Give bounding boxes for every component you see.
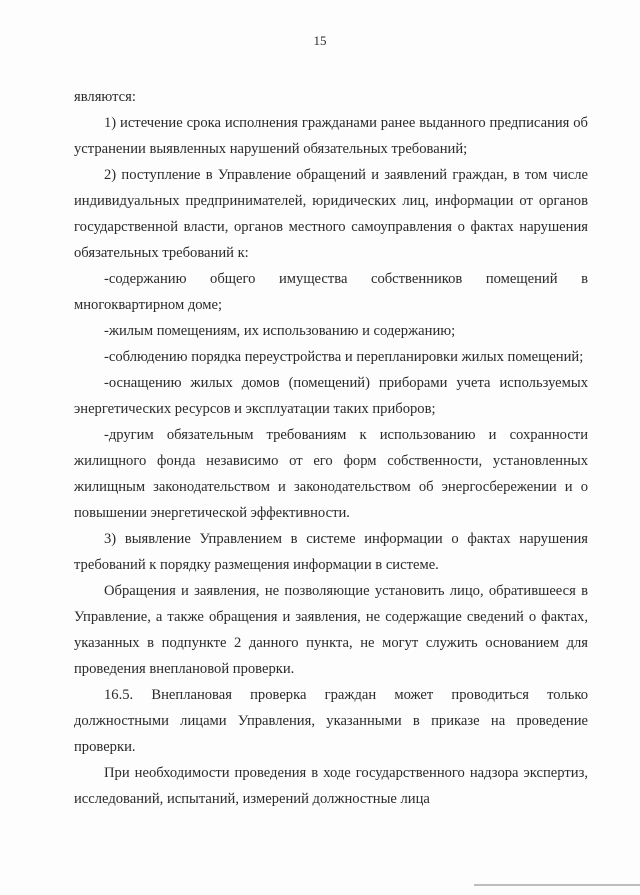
paragraph-common-property: -содержанию общего имущества собственников помещений в многоквартирном доме;: [74, 271, 588, 313]
paragraph-item-3: 3) выявление Управлением в системе информации о фактах нарушения требований к порядку размещения информации в системе.: [74, 531, 588, 573]
paragraph-other-requirements: -другим обязательным требованиям к использованию и сохранности жилищного фонда независимо от его форм собственности, установленных жилищным законодательством и законодательством об энергосбережении и о повышении энергетической эффективности.: [74, 427, 588, 521]
paragraph-intro: являются:: [74, 89, 136, 105]
paragraph-metering: -оснащению жилых домов (помещений) приборами учета используемых энергетических ресурсов и эксплуатации таких приборов;: [74, 375, 588, 417]
paragraph-anonymous-appeals: Обращения и заявления, не позволяющие установить лицо, обратившееся в Управление, а также обращения и заявления, не содержащие сведений о фактах, указанных в подпункте 2 данного пункта, не могут служить основанием для проведения внеплановой проверки.: [74, 583, 588, 677]
paragraph-expertise: При необходимости проведения в ходе государственного надзора экспертиз, исследований, испытаний, измерений должностные лица: [74, 765, 588, 807]
scan-edge-line: [474, 884, 640, 886]
paragraph-section-16-5: 16.5. Внеплановая проверка граждан может проводиться только должностными лицами Управления, указанными в приказе на проведение проверки.: [74, 687, 588, 755]
page-number: 15: [313, 33, 327, 48]
document-body: [74, 84, 588, 812]
paragraph-reconstruction: -соблюдению порядка переустройства и перепланировки жилых помещений;: [104, 349, 584, 365]
paragraph-item-2: 2) поступление в Управление обращений и заявлений граждан, в том числе индивидуальных предпринимателей, юридических лиц, информации от органов государственной власти, органов местного самоуправления о фактах нарушения обязательных требований к:: [74, 167, 588, 261]
paragraph-living-quarters: -жилым помещениям, их использованию и содержанию;: [104, 323, 456, 339]
paragraph-item-1: 1) истечение срока исполнения гражданами ранее выданного предписания об устранении выявленных нарушений обязательных требований;: [74, 115, 588, 157]
